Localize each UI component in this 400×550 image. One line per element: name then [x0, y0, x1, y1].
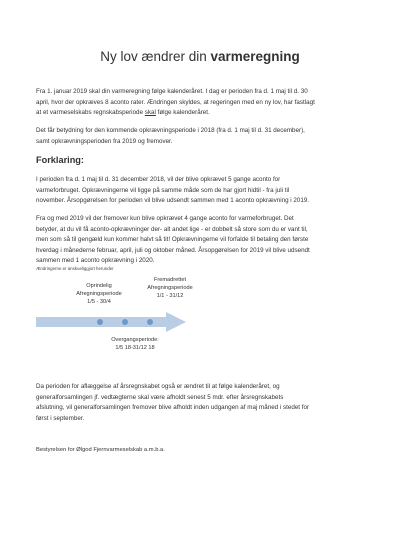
meeting-line-2: generalforsamlingen jf. vedtægterne skal være afholdt senest 5 mdr. efter årsregnskabets — [36, 393, 284, 401]
explanation-paragraph-2 — [36, 214, 364, 267]
explanation2-line-3: men som så til gengæld kun kommer halvt så tit! Opkrævningerne vil forfalde til betaling den første — [36, 236, 309, 244]
timeline-point-original — [97, 319, 103, 325]
intro-line-3 — [36, 108, 364, 119]
meeting-line-1: Da perioden for aflæggelse af årsregnskabet også er ændret til at følge kalenderåret, og — [36, 383, 280, 390]
page-title — [0, 49, 400, 64]
explanation1-line-3: november. Årsopgørelsen for perioden vil blive udsendt sammen med 1 aconto opkrævning i 2019. — [36, 197, 310, 205]
timeline-point-transition — [122, 319, 128, 325]
timeline-diagram — [36, 309, 196, 339]
transition-line-2: 1/5 18-31/12 18 — [115, 345, 155, 351]
future-line-3: 1/1 - 31/12 — [156, 293, 184, 299]
intro-line-3-pre: at et varmeselskabs regnskabsperiode — [36, 109, 145, 117]
future-line-2: Afregningsperiode — [147, 285, 193, 291]
general-meeting-paragraph — [36, 382, 364, 424]
intro-paragraph — [36, 87, 364, 119]
impact-line-2: samt opkrævningsperioden fra 2019 og fremover. — [36, 137, 173, 145]
impact-line-1: Det får betydning for den kommende opkrævningsperiode i 2018 (fra d. 1 maj til d. 31 december), — [36, 127, 305, 134]
title-bold: varmeregning — [210, 49, 300, 64]
intro-line-3-post: følge kalenderåret. — [155, 109, 210, 117]
original-line-3: 1/5 - 30/4 — [87, 299, 111, 305]
future-line-1: Fremadrettet — [153, 277, 187, 283]
original-line-2: Afregningsperiode — [76, 291, 122, 297]
meeting-line-4: først i september. — [36, 414, 85, 422]
title-prefix: Ny lov ændrer din — [100, 49, 211, 64]
explanation2-line-2: betyder, at du vil få aconto-opkrævninger der- alt andet lige - er dobbelt så store som du er vant til, — [36, 225, 308, 233]
explanation2-line-5: sammen med 1 aconto opkrævning i 2020. — [36, 257, 155, 265]
timeline-point-future — [147, 319, 153, 325]
section-heading: Forklaring: — [36, 155, 84, 165]
explanation2-line-4: hverdag i månederne februar, april, juli og oktober måned. Årsopgørelsen for 2019 vil blive udsendt — [36, 246, 310, 254]
explanation2-line-1: Fra og med 2019 vil der fremover kun blive opkrævet 4 gange aconto for varmeforbruget. Det — [36, 215, 294, 222]
diagram-caption: Ændringerne er anskueliggjort herunder — [36, 266, 114, 271]
meeting-line-3: afslutning, vil generalforsamlingen fremover blive afholdt inden udgangen af maj måned i stedet for — [36, 404, 310, 412]
explanation-paragraph-1 — [36, 175, 364, 207]
intro-line-1: Fra 1. januar 2019 skal din varmeregning følge kalenderåret. I dag er perioden fra d. 1 maj til d. 30 — [36, 88, 308, 95]
timeline-future-label — [125, 276, 215, 300]
intro-emphasis: skal — [144, 109, 156, 117]
timeline-arrow — [36, 312, 186, 332]
original-line-1: Oprindelig — [86, 283, 112, 289]
explanation1-line-1: I perioden fra d. 1 maj til d. 31 december 2018, vil der blive opkrævet 5 gange aconto for — [36, 176, 281, 183]
explanation1-line-2: varmeforbruget. Opkrævningerne vil ligge på samme måde som de har gjort hidtil - fra juli til — [36, 186, 290, 194]
intro-line-2: april, hvor der opkræves 8 aconto rater. Ændringen skyldes, at regeringen med en ny lov, har fastlagt — [36, 98, 315, 106]
impact-paragraph — [36, 126, 364, 147]
signature: Bestyrelsen for Ølgod Fjernvarmeselskab a.m.b.a. — [36, 447, 165, 453]
transition-line-1: Overgangsperiode: — [111, 337, 159, 343]
